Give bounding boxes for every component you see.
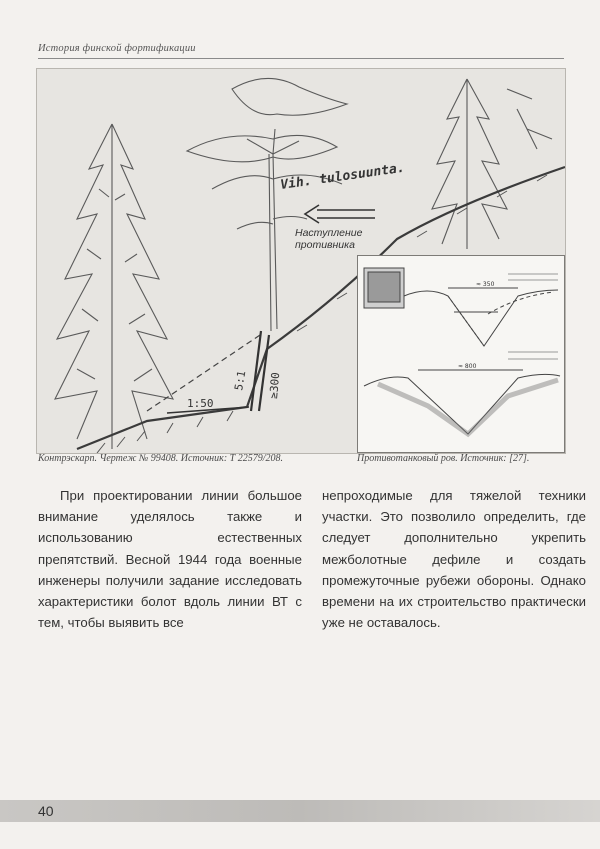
attack-arrow	[305, 205, 375, 223]
sketch-depth-label: ≥300	[267, 371, 283, 400]
sketch-attack-label-2: противника	[295, 239, 355, 251]
body-column-left	[38, 485, 302, 633]
header-rule	[38, 58, 564, 59]
sketch-slope-label: 5:1	[232, 369, 249, 392]
body-column-right	[322, 485, 586, 633]
figure-sketch	[36, 68, 566, 454]
caption-right: Противотанковый ров. Источник: [27].	[357, 453, 530, 464]
antitank-ditch-diagram	[357, 255, 565, 453]
sketch-direction-label: Vih. tulosuunta.	[279, 160, 406, 193]
footer-bar	[0, 800, 600, 822]
running-header: История финской фортификации	[38, 43, 196, 54]
tree-middle	[187, 78, 347, 331]
caption-left: Контрэскарп. Чертеж № 99408. Источник: Т 22579/208.	[38, 453, 283, 464]
ditch-bottom-dim: ≈ 800	[458, 363, 477, 370]
spruce-tree-right	[432, 79, 552, 249]
sketch-scale-label: 1:50	[187, 397, 214, 410]
body-paragraph-left: При проектировании линии большое внимание уделялось также и использованию естественных препятствий. Весной 1944 года военные инженеры получили задание исследовать характеристики болот вдоль линии ВТ с тем, чтобы выявить все	[38, 488, 302, 631]
body-paragraph-right: непроходимые для тяжелой техники участки. Это позволило определить, где следует дополнительно укрепить межболотные дефиле и создать промежуточные рубежи обороны. Однако времени на их строительство практически уже не оставалось.	[322, 488, 586, 631]
sketch-attack-label-1: Наступление	[295, 227, 363, 239]
spruce-tree-left	[55, 124, 173, 449]
ditch-top-dim: ≈ 350	[476, 281, 495, 288]
page-number: 40	[38, 803, 54, 819]
